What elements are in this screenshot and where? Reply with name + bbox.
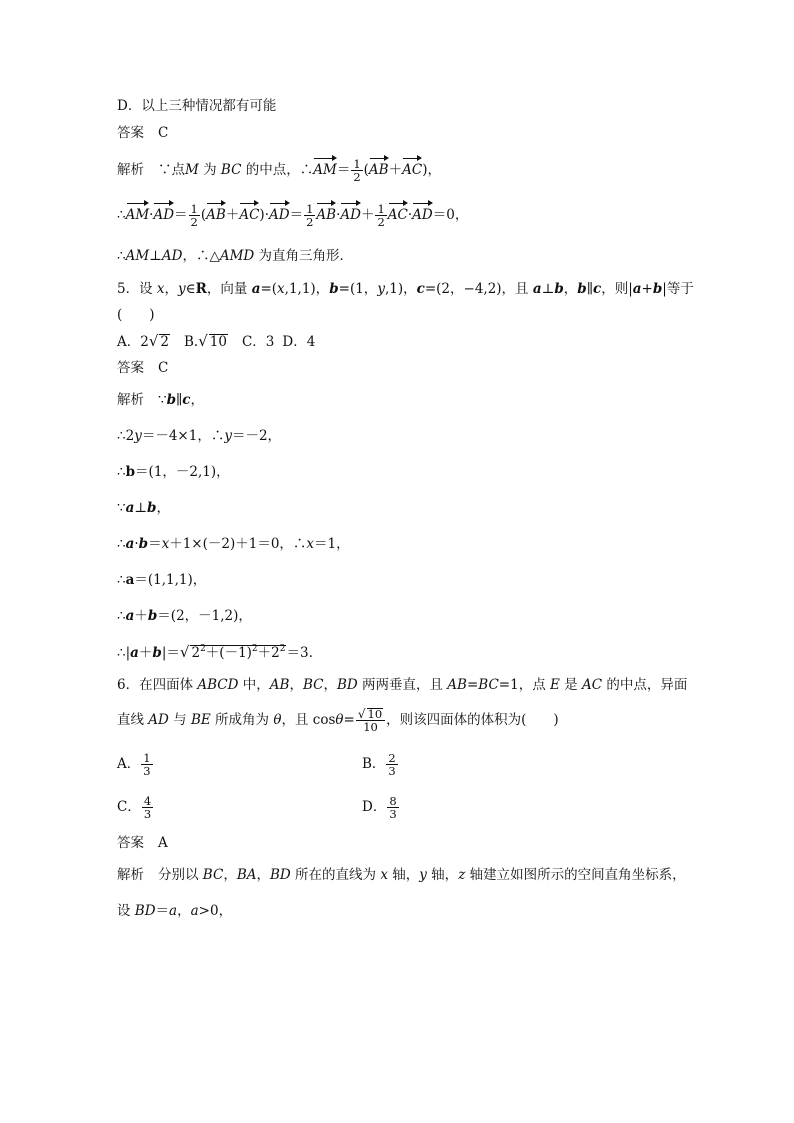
- answer-value: A: [158, 835, 168, 851]
- option-b: B． $\frac{2}{3}$: [362, 751, 396, 778]
- solution-6-line-1: 解析 分别以 BC，BA，BD 所在的直线为 x 轴，y 轴，z 轴建立如图所示的空间直角坐标系，: [117, 867, 686, 883]
- solution-1-line-1: 解析 ∵点M 为 BC 的中点，∴AM＝ $\frac{1}{2}$ (AB＋AC)，: [117, 157, 441, 184]
- solution-label: 解析: [117, 867, 144, 883]
- option-c: C． $\frac{4}{3}$: [117, 794, 152, 821]
- question-5-paren: ( ): [117, 307, 155, 323]
- solution-5-step-6: ∴a＝(1,1,1)，: [117, 572, 207, 588]
- question-5-stem: 5．设 x，y∈R，向量 a=(x,1,1)，b=(1，y,1)，c=(2，−4,2)，且 a⊥b，b∥c，则|a+b|等于: [117, 281, 694, 297]
- question-5-options: A．2√ 2 B.√ 10 C．3 D．4: [117, 332, 316, 350]
- solution-label: 解析: [117, 162, 144, 178]
- solution-6-line-2: 设 BD＝a，a>0，: [117, 903, 233, 919]
- solution-5-step-4: ∵a⊥b，: [117, 500, 170, 516]
- option-a: A． $\frac{1}{3}$: [117, 751, 151, 778]
- question-6-stem-line-1: 6．在四面体 ABCD 中，AB，BC，BD 两两垂直，且 AB=BC=1，点 E 是 AC 的中点，异面: [117, 677, 688, 693]
- solution-5-step-1: 解析 ∵b∥c，: [117, 392, 205, 408]
- solution-5-step-5: ∴a·b＝x＋1×(－2)＋1＝0，∴x＝1，: [117, 536, 350, 552]
- answer-value: C: [158, 360, 169, 376]
- solution-1-line-3: ∴AM⊥AD，∴△AMD 为直角三角形．: [117, 248, 354, 264]
- solution-1-line-2: ∴AM·AD＝ $\frac{1}{2}$ (AB＋AC)·AD＝ $\frac{1}{2}$ AB·AD＋ $\frac{1}{2}$ AC·AD＝0，: [117, 202, 469, 229]
- question-number: 5．: [117, 281, 140, 297]
- answer-line-6: [117, 834, 168, 852]
- answer-label: 答案: [117, 835, 144, 851]
- answer-value: C: [158, 125, 169, 141]
- answer-line-1: [117, 124, 168, 142]
- answer-line-5: [117, 359, 168, 377]
- solution-5-step-2: ∴2y＝－4×1，∴y＝－2，: [117, 428, 282, 444]
- question-number: 6．: [117, 677, 140, 693]
- solution-5-step-8: ∴|a＋b|＝√ $2^2+(-1)^2+2^2=3$.: [117, 643, 313, 661]
- answer-label: 答案: [117, 125, 144, 141]
- question-6-stem-line-2: 直线 AD 与 BE 所成角为 θ，且 cosθ= $\frac{√ 10}{10}$ ，则该四面体的体积为( ): [117, 707, 559, 734]
- solution-label: 解析: [117, 392, 144, 408]
- option-d: D． $\frac{8}{3}$: [362, 794, 397, 821]
- answer-label: 答案: [117, 360, 144, 376]
- solution-5-step-3: ∴b＝(1，－2,1)，: [117, 464, 230, 480]
- solution-5-step-7: ∴a＋b＝(2，－1,2)，: [117, 608, 252, 624]
- previous-option-d: D．以上三种情况都有可能: [117, 98, 277, 114]
